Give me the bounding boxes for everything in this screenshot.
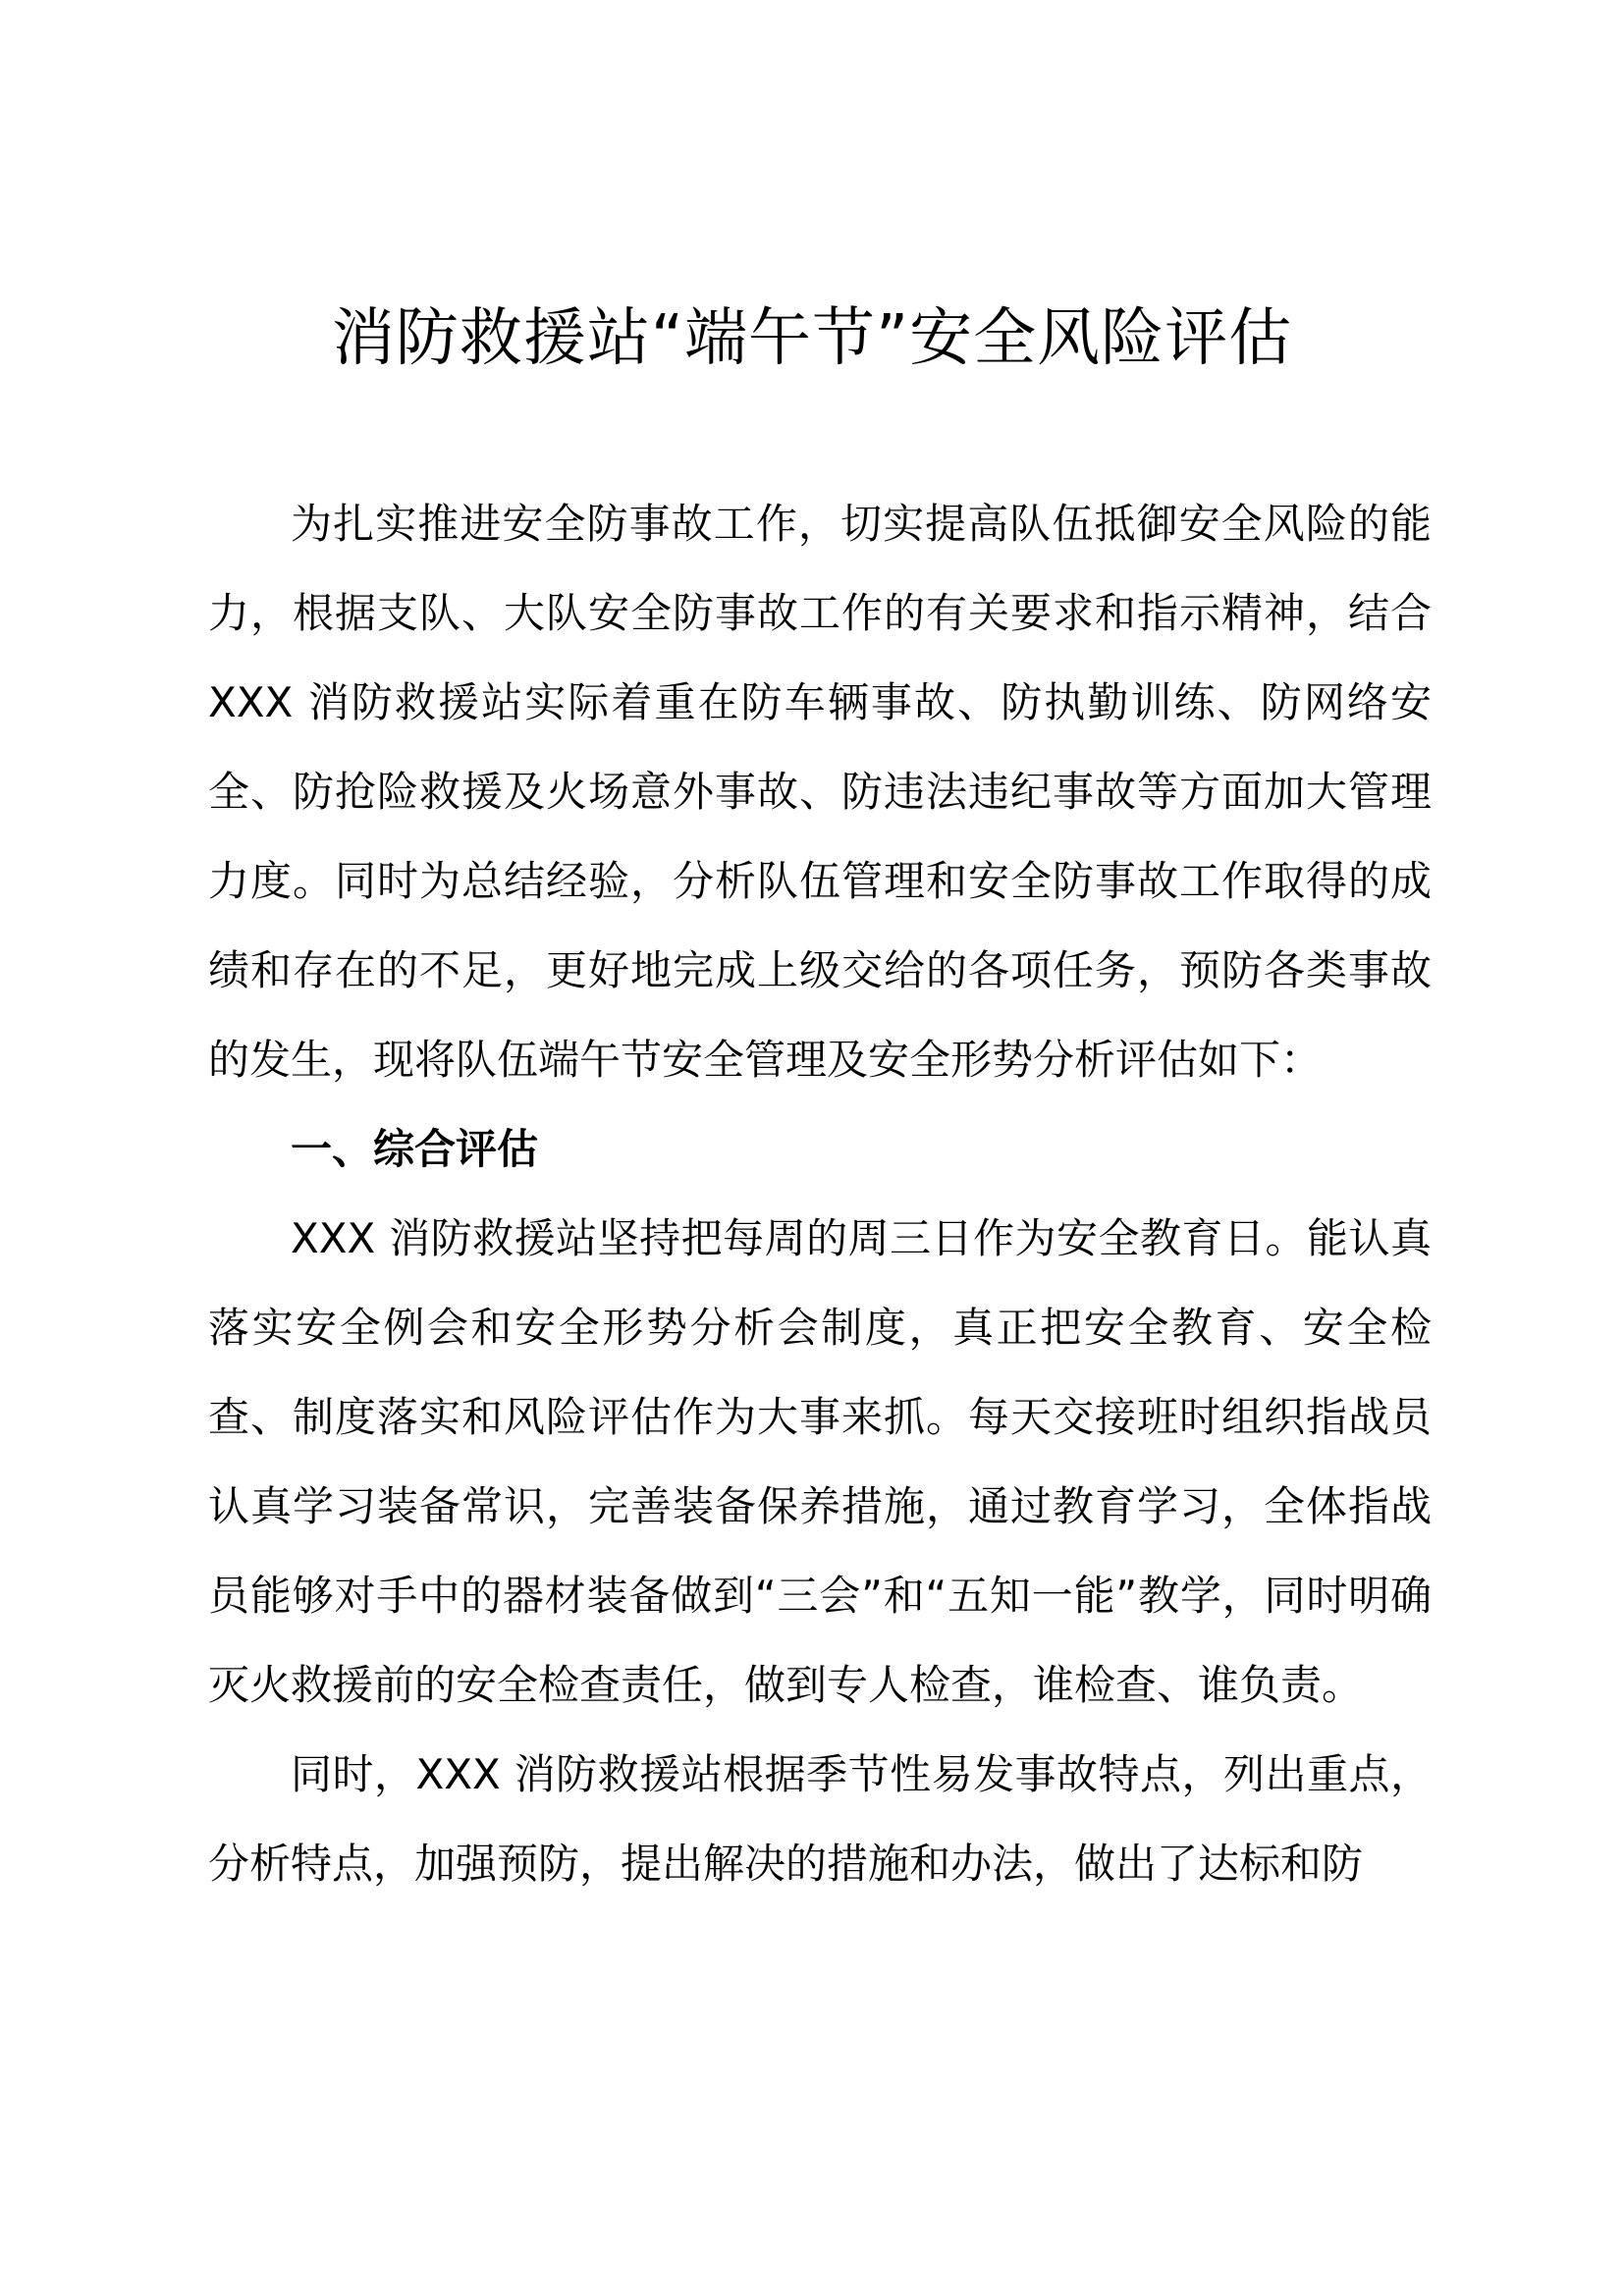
section-paragraph: 同时，XXX 消防救援站根据季节性易发事故特点，列出重点，分析特点，加强预防，提出解决的措施和办法，做出了达标和防 — [208, 1750, 1432, 1888]
section-paragraph: XXX 消防救援站坚持把每周的周三日作为安全教育日。能认真落实安全例会和安全形势分析会制度，真正把安全教育、安全检查、制度落实和风险评估作为大事来抓。每天交接班时组织指战员认真学习装备常识，完善装备保养措施，通过教育学习，全体指战员能够对手中的器材装备做到“三会”和“五知一能”教学，同时明确灭火救援前的安全检查责任，做到专人检查，谁检查、谁负责。 — [208, 1214, 1432, 1709]
document-title: 消防救援站“端午节”安全风险评估 — [331, 302, 1293, 375]
section-heading-comprehensive-assessment: 一、综合评估 — [291, 1125, 539, 1173]
intro-paragraph: 为扎实推进安全防事故工作，切实提高队伍抵御安全风险的能力，根据支队、大队安全防事故工作的有关要求和指示精神，结合 XXX 消防救援站实际着重在防车辆事故、防执勤训练、防网络安全、防抢险救援及火场意外事故、防违法违纪事故等方面加大管理力度。同时为总结经验，分析队伍管理和安全防事故工作取得的成绩和存在的不足，更好地完成上级交给的各项任务，预防各类事故的发生，现将队伍端午节安全管理及安全形势分析评估如下： — [208, 500, 1432, 1084]
document-body — [208, 479, 1432, 1908]
